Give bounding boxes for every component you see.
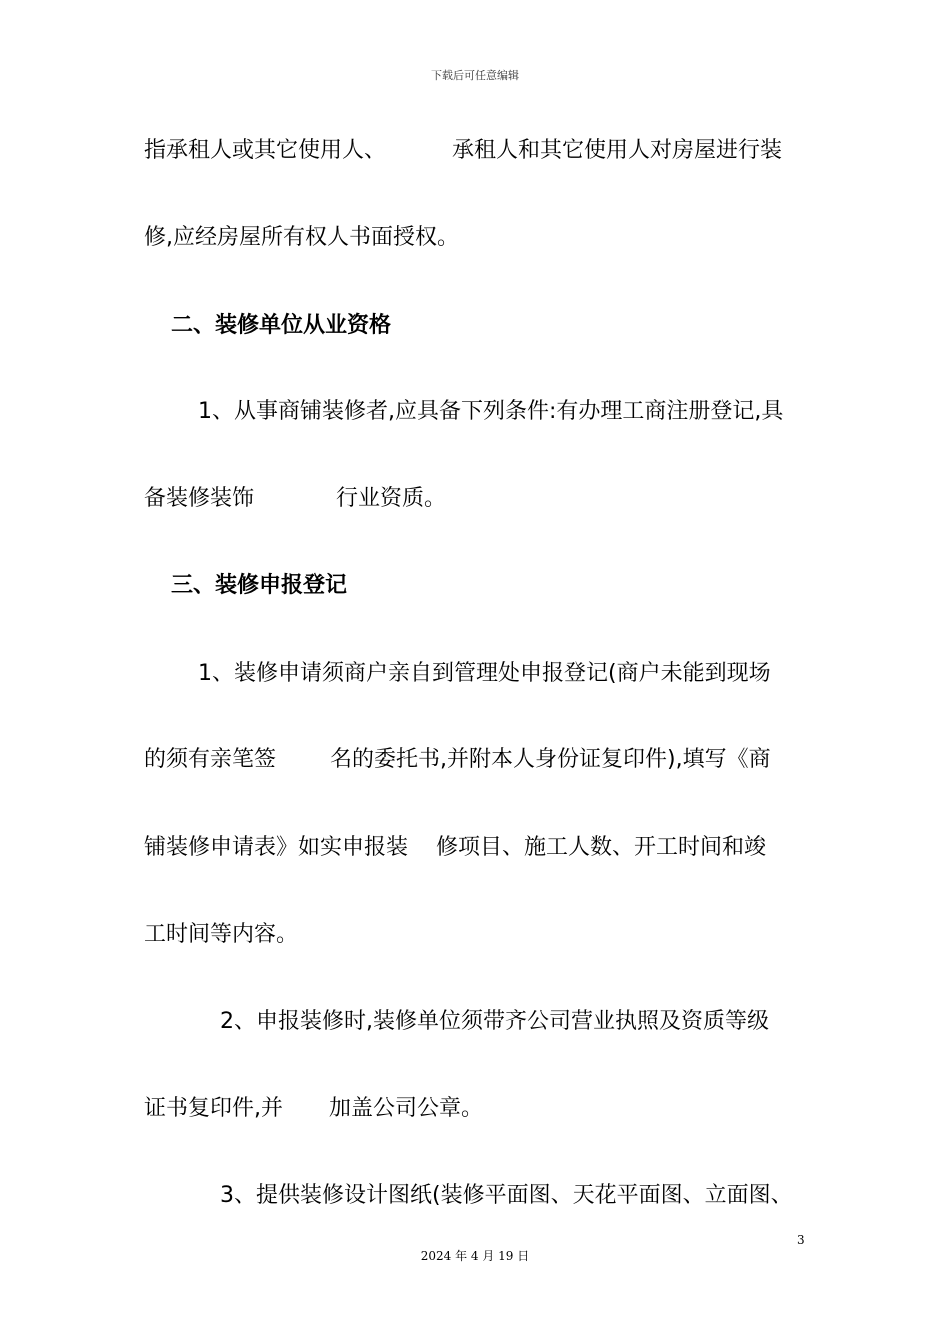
paragraph-line: 2、申报装修时,装修单位须带齐公司营业执照及资质等级	[220, 1009, 769, 1034]
text-segment: 加盖公司公章。	[329, 1096, 484, 1121]
text-segment: 修项目、施工人数、开工时间和竣	[436, 835, 767, 860]
paragraph-line: 1、从事商铺装修者,应具备下列条件:有办理工商注册登记,具	[198, 399, 784, 424]
paragraph-line	[144, 484, 446, 514]
paragraph-line: 3、提供装修设计图纸(装修平面图、天花平面图、立面图、	[220, 1183, 793, 1208]
footer-date: 2024 年 4 月 19 日	[420, 1249, 530, 1263]
section-heading-2: 二、装修单位从业资格	[171, 313, 392, 338]
paragraph-line: 工时间等内容。	[144, 922, 299, 947]
text-segment: 的须有亲笔签	[144, 747, 277, 772]
paragraph-line: 修,应经房屋所有权人书面授权。	[144, 225, 459, 250]
section-heading-3: 三、装修申报登记	[171, 573, 348, 598]
text-segment: 行业资质。	[336, 486, 447, 511]
text-segment: 承租人和其它使用人对房屋进行装	[452, 138, 783, 163]
text-segment: 名的委托书,并附本人身份证复印件),填写《商	[330, 747, 771, 772]
text-segment: 证书复印件,并	[144, 1096, 283, 1121]
paragraph-line	[144, 833, 766, 863]
paragraph-line	[144, 1094, 483, 1124]
paragraph-line	[144, 136, 782, 166]
text-segment: 备装修装饰	[144, 486, 255, 511]
page-number: 3	[797, 1233, 805, 1247]
paragraph-line	[144, 745, 771, 775]
text-segment: 指承租人或其它使用人、	[144, 138, 387, 163]
text-segment: 铺装修申请表》如实申报装	[144, 835, 409, 860]
header-note: 下载后可任意编辑	[431, 69, 519, 82]
paragraph-line: 1、装修申请须商户亲自到管理处申报登记(商户未能到现场	[198, 661, 771, 686]
